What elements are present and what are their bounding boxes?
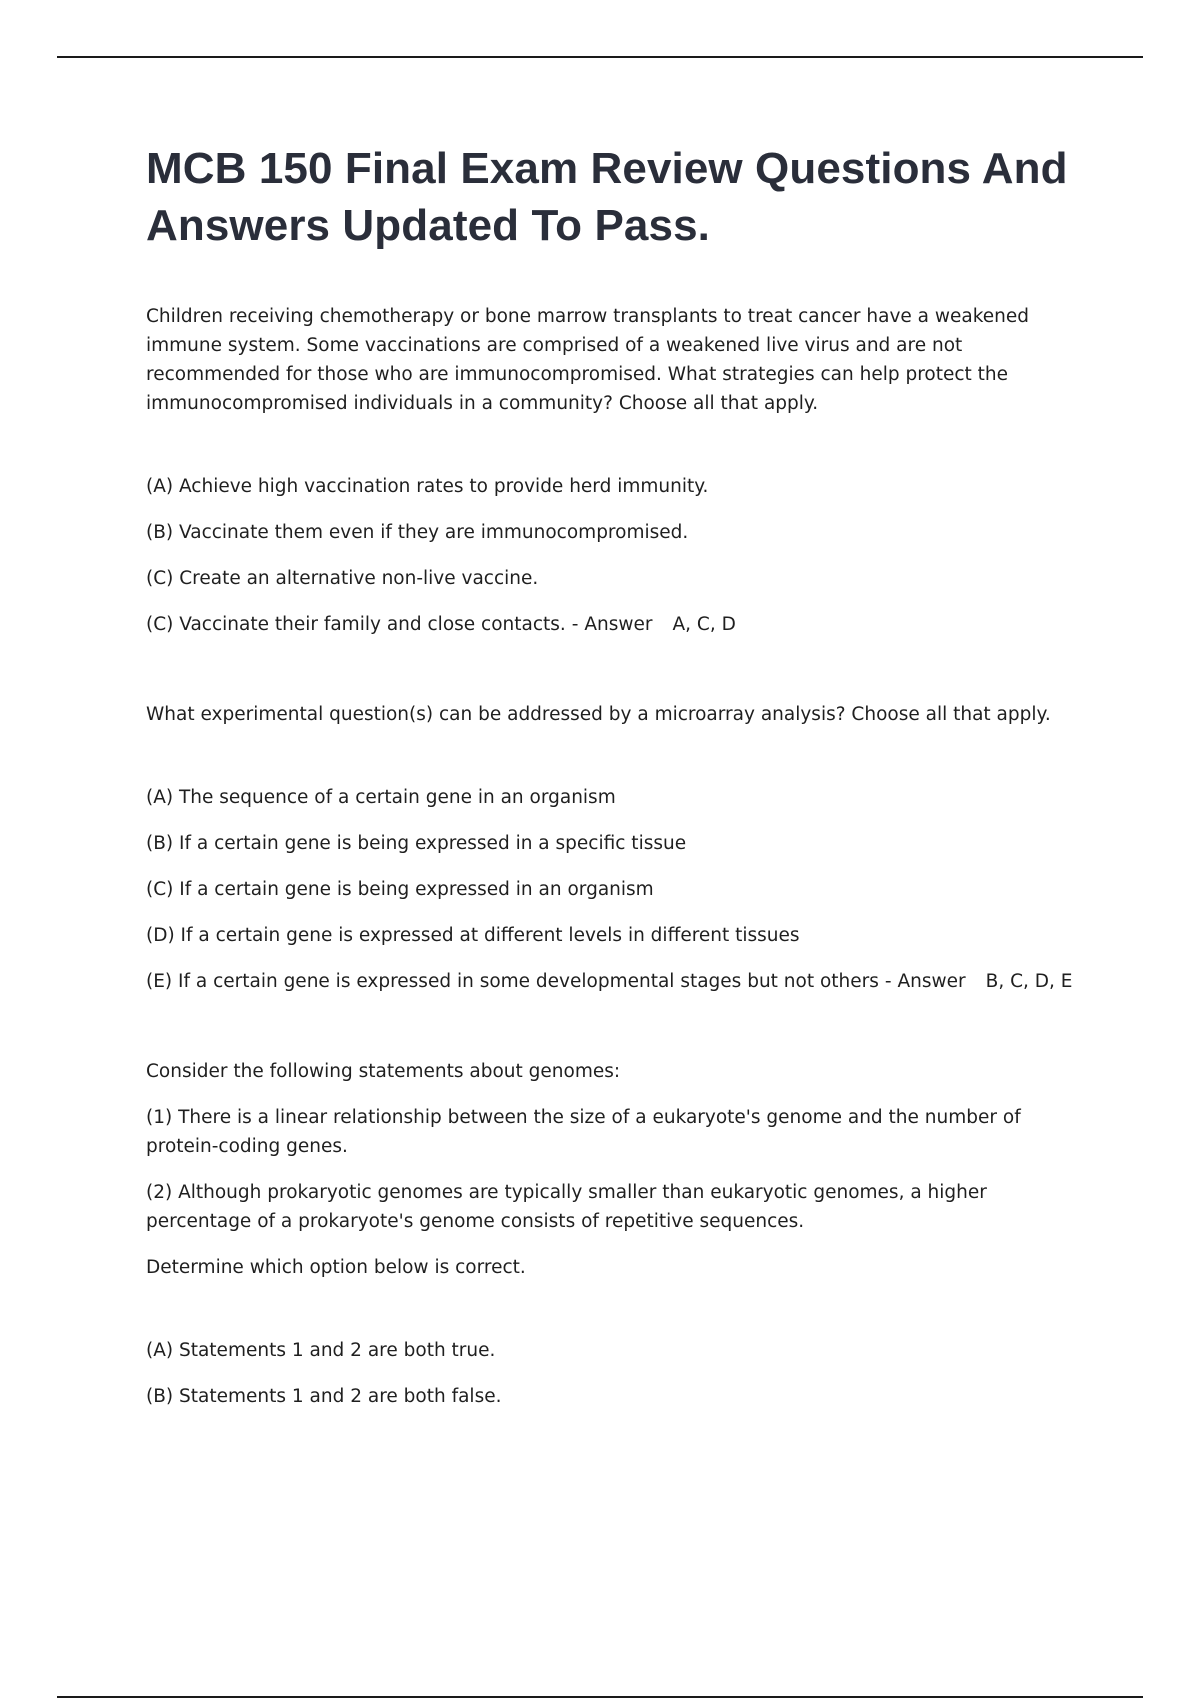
question-2-option-e: [146, 967, 1096, 996]
question-1-option-a: (A) Achieve high vaccination rates to provide herd immunity.: [146, 476, 709, 497]
top-rule: [57, 56, 1143, 58]
question-3-option-a: (A) Statements 1 and 2 are both true.: [146, 1340, 496, 1361]
document-body: [146, 140, 1096, 1411]
question-1-option-d-text: (C) Vaccinate their family and close contacts.: [146, 614, 566, 635]
question-2-prompt: What experimental question(s) can be addressed by a microarray analysis? Choose all that apply.: [146, 704, 1051, 725]
question-2-option-c: (C) If a certain gene is being expressed in an organism: [146, 879, 654, 900]
question-3-statement-1: (1) There is a linear relationship between the size of a eukaryote's genome and the number of protein-coding genes.: [146, 1107, 1021, 1157]
question-2-answer: B, C, D, E: [985, 971, 1073, 992]
question-2-answer-label: - Answer: [884, 971, 966, 992]
question-3-option-b: (B) Statements 1 and 2 are both false.: [146, 1386, 502, 1407]
question-1-option-b: (B) Vaccinate them even if they are immunocompromised.: [146, 522, 689, 543]
question-1-option-d: [146, 610, 1096, 639]
question-2-option-e-text: (E) If a certain gene is expressed in some developmental stages but not others: [146, 971, 879, 992]
question-1-answer: A, C, D: [672, 614, 736, 635]
page-title: MCB 150 Final Exam Review Questions And Answers Updated To Pass.: [146, 144, 1068, 250]
question-3-prompt: Consider the following statements about genomes:: [146, 1061, 621, 1082]
question-1-prompt: Children receiving chemotherapy or bone marrow transplants to treat cancer have a weakened immune system. Some vaccinations are comprised of a weakened live virus and are not recommended for those who are immunocompromised. What strategies can help protect the immunocompromised individuals in a community? Choose all that apply.: [146, 306, 1030, 414]
bottom-rule: [57, 1696, 1143, 1698]
question-1-option-c: (C) Create an alternative non-live vaccine.: [146, 568, 539, 589]
question-2-option-a: (A) The sequence of a certain gene in an organism: [146, 787, 616, 808]
question-2-option-d: (D) If a certain gene is expressed at different levels in different tissues: [146, 925, 800, 946]
question-1-answer-label: - Answer: [571, 614, 653, 635]
question-2-option-b: (B) If a certain gene is being expressed in a specific tissue: [146, 833, 687, 854]
question-3-instruction: Determine which option below is correct.: [146, 1257, 526, 1278]
question-3-statement-2: (2) Although prokaryotic genomes are typically smaller than eukaryotic genomes, a higher percentage of a prokaryote's genome consists of repetitive sequences.: [146, 1182, 987, 1232]
